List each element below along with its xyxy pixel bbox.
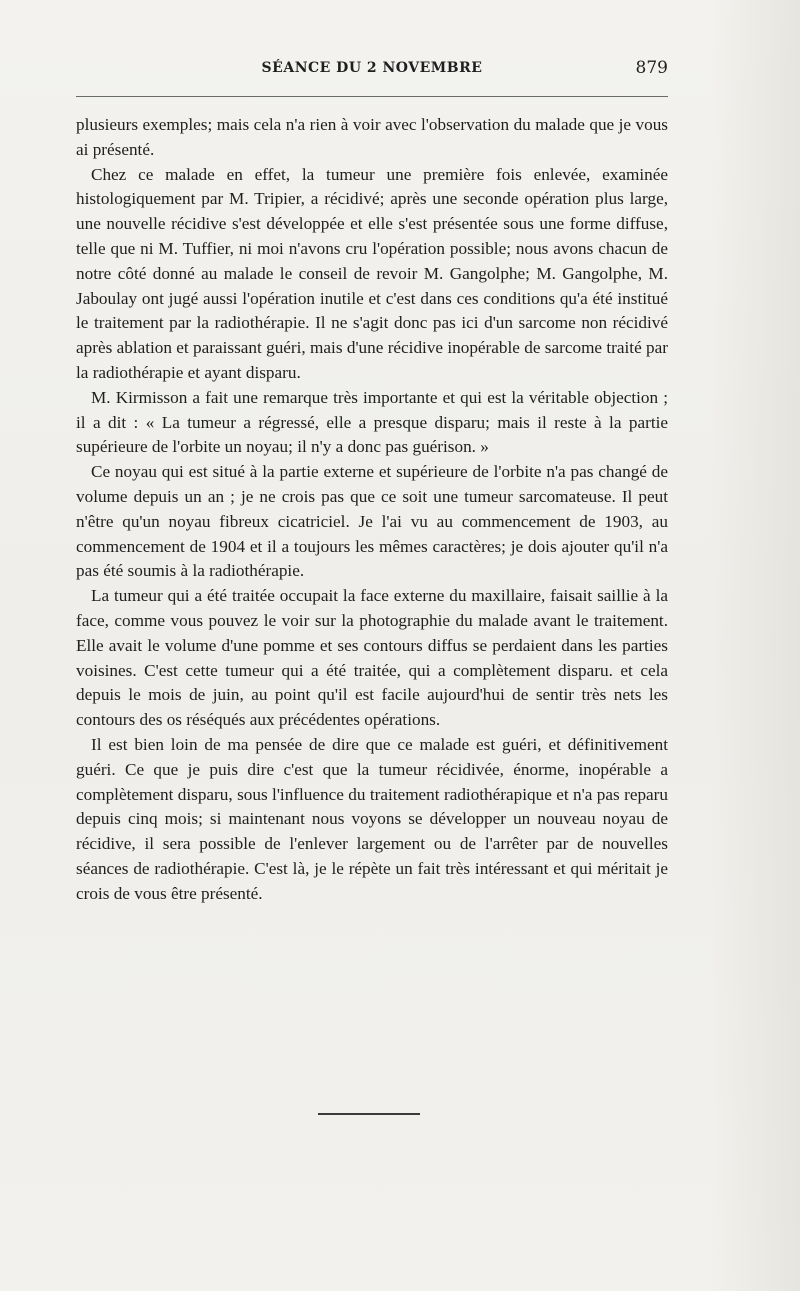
paragraph: plusieurs exemples; mais cela n'a rien à voir avec l'observation du malade que je vous ai présenté. <box>76 115 668 159</box>
body-text <box>76 113 668 907</box>
paragraph: Il est bien loin de ma pensée de dire que ce malade est guéri, et définitivement guéri. Ce que je puis dire c'est que la tumeur récidivée, énorme, inopérable a complètement disparu, sous l'influence du traitement radiothérapique et n'a pas reparu depuis cinq mois; si maintenant nous voyons se développer un nouveau noyau de récidive, il sera possible de l'enlever largement ou de l'arrêter par de nouvelles séances de radiothérapie. C'est là, je le répète un fait très intéressant et qui méritait je crois de vous être présenté. <box>76 734 668 903</box>
running-head: SÉANCE DU 2 NOVEMBRE <box>261 60 483 76</box>
header-rule <box>76 96 668 97</box>
paragraph: La tumeur qui a été traitée occupait la face externe du maxillaire, faisait saillie à la face, comme vous pouvez le voir sur la photographie du malade avant le traitement. Elle avait le volume d'une pomme et ses contours diffus se perdaient dans les parties voisines. C'est cette tumeur qui a été traitée, qui a complètement disparu. et cela depuis le mois de juin, au point qu'il est facile aujourd'hui de sentir très nets les contours des os réséqués aux précédentes opérations. <box>76 586 668 730</box>
end-rule <box>318 1113 420 1115</box>
page-edge-shadow <box>710 0 800 1291</box>
paragraph: M. Kirmisson a fait une remarque très importante et qui est la véritable objection ; il a dit : « La tumeur a régressé, elle a presque disparu; mais il reste à la partie supérieure de l'orbite un noyau; il n'y a donc pas guérison. » <box>76 387 668 457</box>
paragraph: Ce noyau qui est situé à la partie externe et supérieure de l'orbite n'a pas changé de volume depuis un an ; je ne crois pas que ce soit une tumeur sarcomateuse. Il peut n'être qu'un noyau fibreux cicatriciel. Je l'ai vu au commencement de 1903, au commencement de 1904 et il a toujours les mêmes caractères; je dois ajouter qu'il n'a pas été soumis à la radiothérapie. <box>76 462 668 581</box>
page-header <box>76 58 668 84</box>
paragraph: Chez ce malade en effet, la tumeur une première fois enlevée, examinée histologiquement par M. Tripier, a récidivé; après une seconde opération plus large, une nouvelle récidive s'est développée et elle s'est présentée sous une forme diffuse, telle que ni M. Tuffier, ni moi n'avons cru l'opération possible; nous avons chacun de notre côté donné au malade le conseil de revoir M. Gangolphe; M. Gangolphe, M. Jaboulay ont jugé aussi l'opération inutile et c'est dans ces conditions qu'a été institué le traitement par la radiothérapie. Il ne s'agit donc pas ici d'un sarcome non récidivé après ablation et paraissant guéri, mais d'une récidive inopérable de sarcome traité par la radiothérapie et ayant disparu. <box>76 164 668 382</box>
page-number: 879 <box>635 58 668 78</box>
